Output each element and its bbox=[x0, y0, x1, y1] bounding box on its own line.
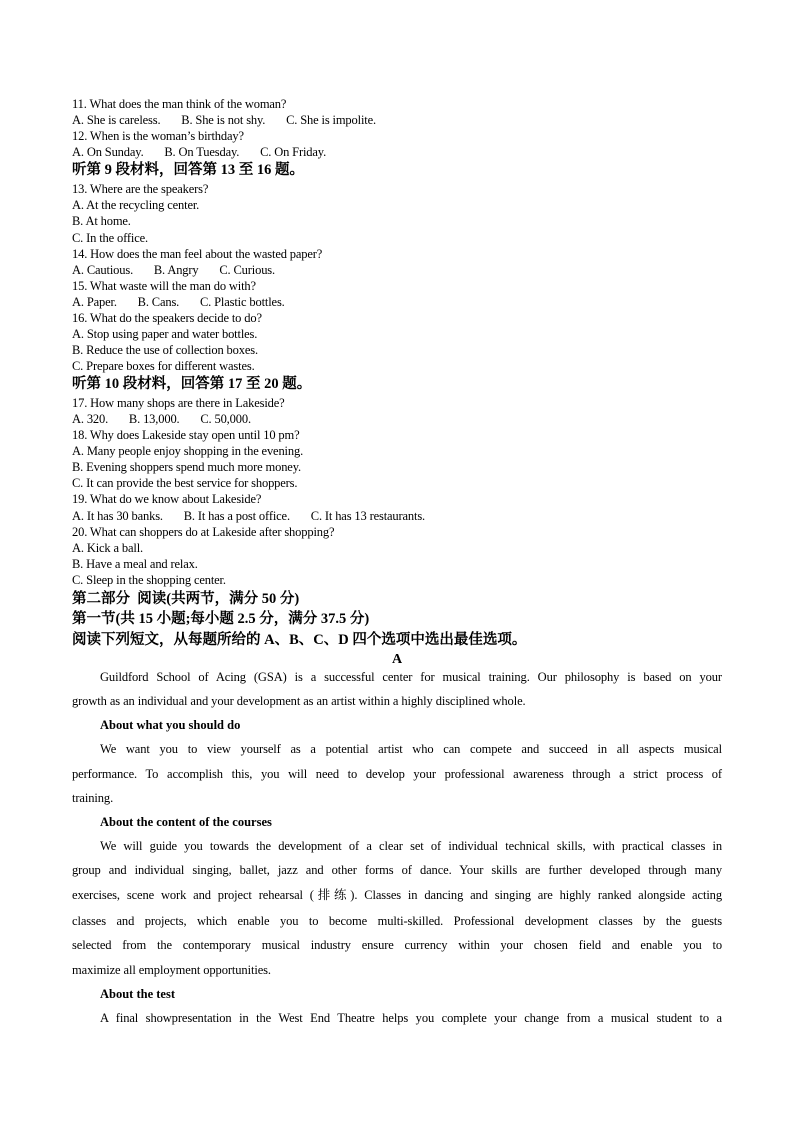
intro-line-2: growth as an individual and your development as an artist within a highly disciplined whole. bbox=[72, 694, 526, 708]
question-16-option-a: A. Stop using paper and water bottles. bbox=[72, 327, 258, 341]
question-14-options: A. Cautious. B. Angry C. Curious. bbox=[72, 263, 275, 277]
question-12-options: A. On Sunday. B. On Tuesday. C. On Friday. bbox=[72, 145, 327, 159]
para1-line-2: performance. To accomplish this, you will need to develop your professional awareness through a strict process of bbox=[72, 767, 722, 781]
question-13-option-a: A. At the recycling center. bbox=[72, 198, 200, 212]
para2-line-3: exercises, scene work and project rehearsal (排练). Classes in dancing and singing are highly ranked alongside acting bbox=[72, 888, 722, 902]
question-20-option-b: B. Have a meal and relax. bbox=[72, 557, 198, 571]
passage-label: A bbox=[391, 652, 403, 667]
question-20-stem: 20. What can shoppers do at Lakeside after shopping? bbox=[72, 525, 335, 539]
para2-line-2: group and individual singing, ballet, jazz and other forms of dance. Your skills are further developed through many bbox=[72, 863, 722, 877]
question-18-option-c: C. It can provide the best service for shoppers. bbox=[72, 476, 298, 490]
para2-line-1: We will guide you towards the development of a clear set of individual technical skills, with practical classes in bbox=[100, 839, 722, 853]
question-12-stem: 12. When is the woman’s birthday? bbox=[72, 129, 244, 143]
para2-line-5: selected from the contemporary musical industry ensure currency within your chosen field and enable you to bbox=[72, 938, 722, 952]
question-16-stem: 16. What do the speakers decide to do? bbox=[72, 311, 262, 325]
question-20-option-c: C. Sleep in the shopping center. bbox=[72, 573, 226, 587]
para1-line-3: training. bbox=[72, 791, 114, 805]
intro-line-1: Guildford School of Acing (GSA) is a successful center for musical training. Our philosophy is based on your bbox=[100, 670, 722, 684]
section-9-heading: 听第 9 段材料，回答第 13 至 16 题。 bbox=[72, 162, 304, 178]
para1-line-1: We want you to view yourself as a potential artist who can compete and succeed in all aspects musical bbox=[100, 742, 722, 756]
question-15-stem: 15. What waste will the man do with? bbox=[72, 279, 256, 293]
reading-instruction: 阅读下列短文，从每题所给的 A、B、C、D 四个选项中选出最佳选项。 bbox=[72, 632, 527, 648]
question-14-stem: 14. How does the man feel about the wasted paper? bbox=[72, 247, 323, 261]
section-one-title: 第一节(共 15 小题;每小题 2.5 分，满分 37.5 分) bbox=[72, 611, 370, 627]
para2-line-4: classes and projects, which enable you to become multi-skilled. Professional development classes by the guests bbox=[72, 914, 722, 928]
para3-line-1: A final showpresentation in the West End Theatre helps you complete your change from a musical student to a bbox=[100, 1011, 722, 1025]
question-17-options: A. 320. B. 13,000. C. 50,000. bbox=[72, 412, 251, 426]
subheading-course-content: About the content of the courses bbox=[100, 815, 272, 829]
subheading-the-test: About the test bbox=[100, 987, 175, 1001]
question-19-options: A. It has 30 banks. B. It has a post office. C. It has 13 restaurants. bbox=[72, 509, 426, 523]
question-18-stem: 18. Why does Lakeside stay open until 10 pm? bbox=[72, 428, 300, 442]
question-16-option-b: B. Reduce the use of collection boxes. bbox=[72, 343, 258, 357]
question-11-options: A. She is careless. B. She is not shy. C. She is impolite. bbox=[72, 113, 376, 127]
question-20-option-a: A. Kick a ball. bbox=[72, 541, 143, 555]
question-15-options: A. Paper. B. Cans. C. Plastic bottles. bbox=[72, 295, 285, 309]
para2-line-6: maximize all employment opportunities. bbox=[72, 963, 271, 977]
question-19-stem: 19. What do we know about Lakeside? bbox=[72, 492, 262, 506]
question-13-stem: 13. Where are the speakers? bbox=[72, 182, 209, 196]
part-two-title: 第二部分 阅读(共两节，满分 50 分) bbox=[72, 591, 300, 607]
section-10-heading: 听第 10 段材料，回答第 17 至 20 题。 bbox=[72, 376, 312, 392]
question-18-option-b: B. Evening shoppers spend much more money. bbox=[72, 460, 301, 474]
question-17-stem: 17. How many shops are there in Lakeside? bbox=[72, 396, 285, 410]
subheading-what-you-should-do: About what you should do bbox=[100, 718, 241, 732]
question-11-stem: 11. What does the man think of the woman? bbox=[72, 97, 287, 111]
question-18-option-a: A. Many people enjoy shopping in the evening. bbox=[72, 444, 304, 458]
question-13-option-b: B. At home. bbox=[72, 214, 131, 228]
question-16-option-c: C. Prepare boxes for different wastes. bbox=[72, 359, 255, 373]
question-13-option-c: C. In the office. bbox=[72, 231, 149, 245]
